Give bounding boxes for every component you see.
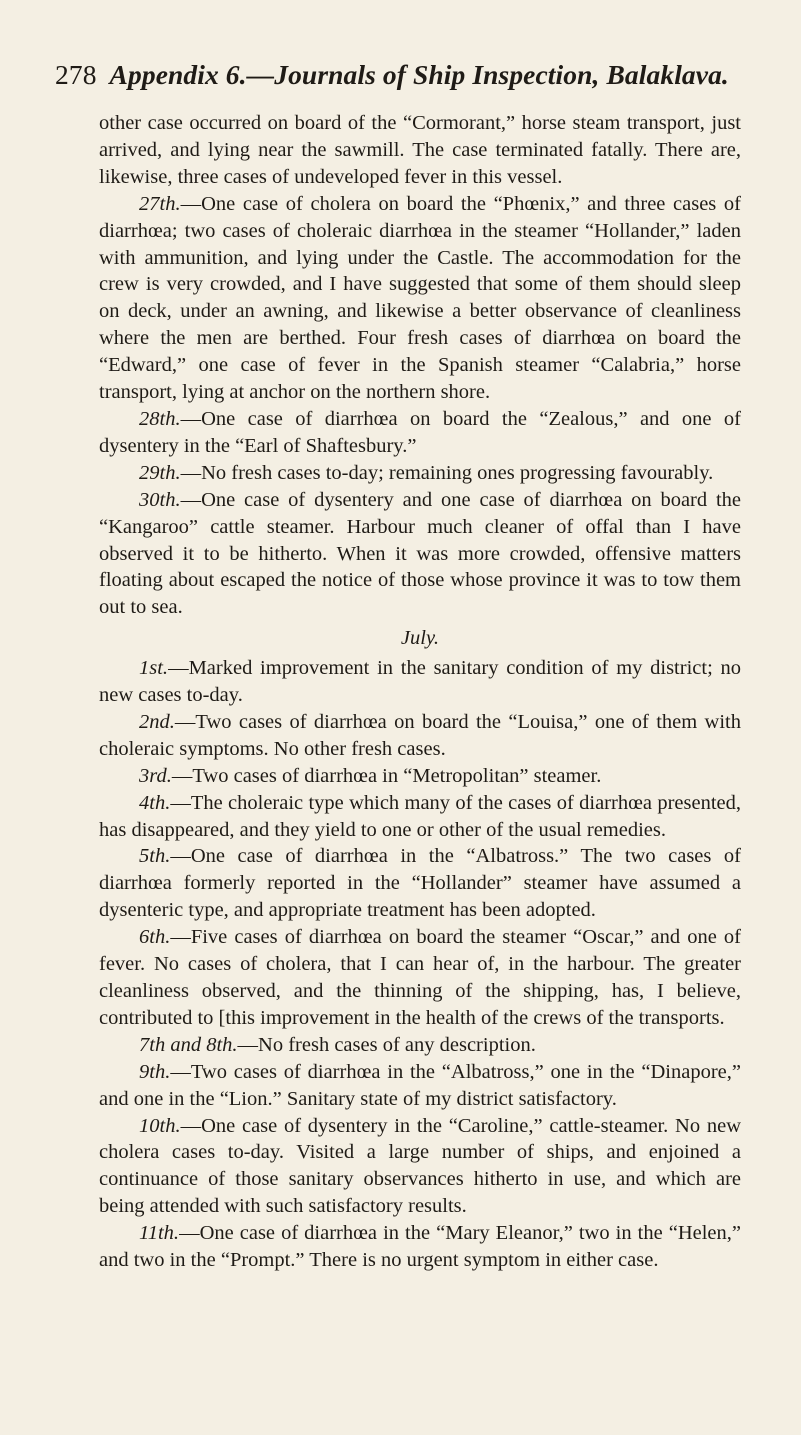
entry-date: 3rd. [139,764,172,787]
entry-date: 6th. [139,926,171,949]
journal-entry: 10th.—One case of dysentery in the “Caroline,” cattle-steamer. No new cholera cases to-day. Visited a large number of ships, and enjoined a continuance of those sanitary observances hitherto in use, and which are being attended with such satisfactory results. [99,1114,741,1218]
journal-entry: 4th.—The choleraic type which many of the cases of diarrhœa presented, has disappeared, and they yield to one or other of the usual remedies. [99,791,741,841]
running-head [55,58,741,92]
entry-date: 9th. [139,1060,171,1083]
journal-entry: 3rd.—Two cases of diarrhœa in “Metropolitan” steamer. [139,764,602,787]
journal-text [99,110,741,1274]
journal-entry: 30th.—One case of dysentery and one case of diarrhœa on board the “Kangaroo” cattle steamer. Harbour much cleaner of offal than I have observed it to be hitherto. When it was more crowded, offensive matters floating about escaped the notice of those whose province it was to tow them out to sea. [99,488,741,619]
entry-date: 11th. [139,1222,180,1245]
entry-date: 28th. [139,407,181,430]
journal-entry: 29th.—No fresh cases to-day; remaining ones progressing favourably. [139,461,714,484]
entry-date: 27th. [139,192,181,215]
entry-date: 29th. [139,461,181,484]
entry-date: 1st. [139,657,169,680]
journal-entry: 1st.—Marked improvement in the sanitary condition of my district; no new cases to-day. [99,657,741,707]
journal-entry: 5th.—One case of diarrhœa in the “Albatross.” The two cases of diarrhœa formerly reported in the “Hollander” steamer have assumed a dysenteric type, and appropriate treatment has been adopted. [99,845,741,922]
entry-date: 4th. [139,791,171,814]
entry-date: 7th and 8th. [139,1033,238,1056]
journal-entry: 27th.—One case of cholera on board the “Phœnix,” and three cases of diarrhœa; two cases of choleraic diarrhœa in the steamer “Hollander,” laden with ammunition, and lying under the Castle. The accommodation for the crew is very crowded, and I have suggested that some of them should sleep on deck, under an awning, and likewise a better observance of cleanliness where the men are berthed. Four fresh cases of diarrhœa on board the “Edward,” one case of fever in the Spanish steamer “Calabria,” horse transport, lying at anchor on the northern shore. [99,192,741,404]
journal-entry: 2nd.—Two cases of diarrhœa on board the “Louisa,” one of them with choleraic symptoms. No other fresh cases. [99,710,741,760]
journal-entry: 11th.—One case of diarrhœa in the “Mary Eleanor,” two in the “Helen,” and two in the “Prompt.” There is no urgent symptom in either case. [99,1222,741,1272]
entry-date: 5th. [139,845,171,868]
entry-date: 10th. [139,1114,181,1137]
journal-entry: other case occurred on board of the “Cormorant,” horse steam transport, just arrived, and lying near the sawmill. The case terminated fatally. There are, likewise, three cases of undeveloped fever in this vessel. [99,112,741,188]
journal-entry: 6th.—Five cases of diarrhœa on board the steamer “Oscar,” and one of fever. No cases of cholera, that I can hear of, in the harbour. The greater cleanliness observed, and the thinning of the shipping, has, I believe, contributed to [this improvement in the health of the crews of the transports. [99,926,741,1029]
page-title: Appendix 6.—Journals of Ship Inspection, Balaklava. [109,59,729,90]
page-number: 278 [55,59,97,90]
month-heading: July. [400,627,440,650]
journal-entry: 9th.—Two cases of diarrhœa in the “Albatross,” one in the “Dinapore,” and one in the “Lion.” Sanitary state of my district satisfactory. [99,1060,741,1110]
journal-entry: 28th.—One case of diarrhœa on board the “Zealous,” and one of dysentery in the “Earl of Shaftesbury.” [99,407,741,457]
entry-date: 30th. [139,488,181,511]
journal-entry: 7th and 8th.—No fresh cases of any description. [139,1033,536,1056]
entry-date: 2nd. [139,710,175,733]
